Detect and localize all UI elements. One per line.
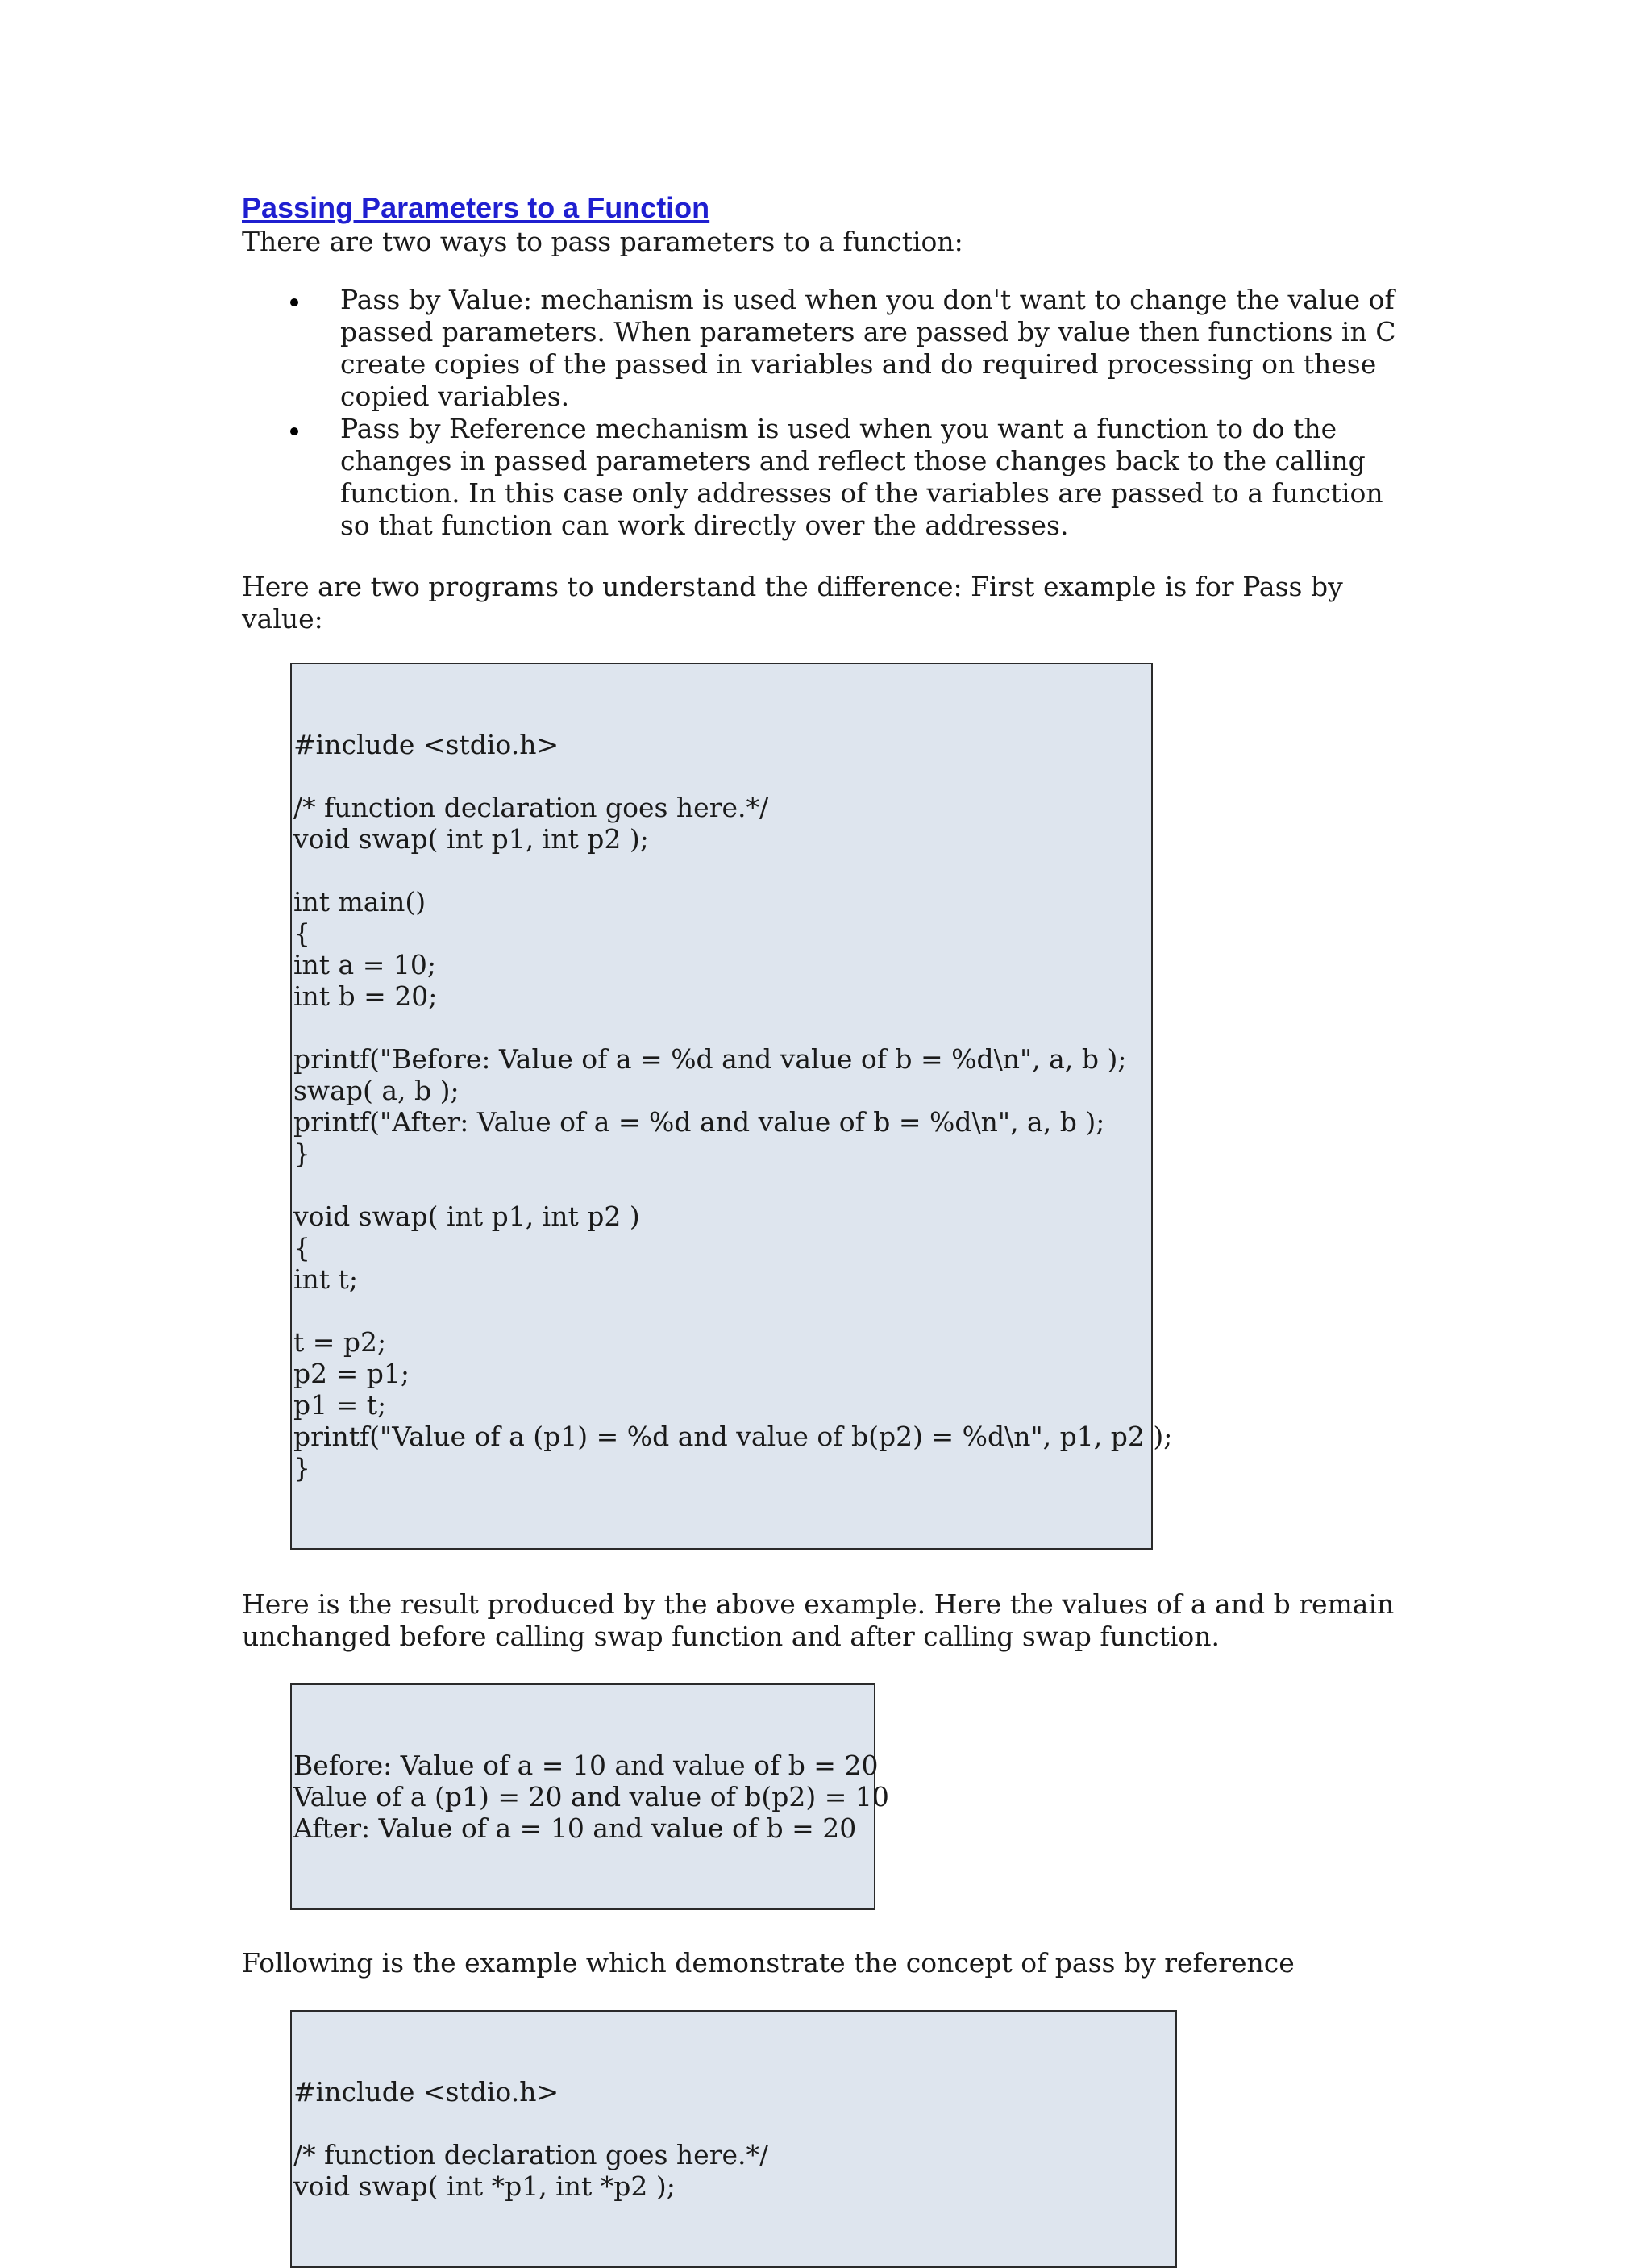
code-line: printf("After: Value of a = %d and value of b = %d\n", a, b ); [293,1106,1105,1138]
code-line: t = p2; [293,1326,387,1358]
code-line-blank [293,855,1151,886]
code-line-blank [293,1012,1151,1043]
code-line: int t; [293,1263,358,1295]
code-line: int main() [293,886,426,918]
code-block-pass-by-reference [290,2010,1177,2268]
code-line-blank [293,1169,1151,1201]
code-line: void swap( int *p1, int *p2 ); [293,2170,676,2202]
list-item-pass-by-value [242,284,1419,413]
page-title-link[interactable]: Passing Parameters to a Function [242,191,710,224]
code-line: swap( a, b ); [293,1075,460,1106]
code-line: #include <stdio.h> [293,729,559,760]
code-line-blank [293,760,1151,792]
intro-text: There are two ways to pass parameters to a function: [242,226,963,257]
code-line: } [293,1138,310,1169]
example-intro-text: Here are two programs to understand the difference: First example is for Pass by value: [242,571,1343,635]
code-line: int a = 10; [293,949,436,980]
code-line-blank [293,2108,1175,2139]
list-item-pass-by-reference [242,413,1419,542]
output-line: After: Value of a = 10 and value of b = 20 [293,1812,857,1844]
list-item-text: Pass by Value: mechanism is used when you don't want to change the value of passed parameters. When parameters are passed by value then functions in C create copies of the passed in variables and do required processing on these copied variables. [340,284,1396,412]
code-line: { [293,918,310,949]
code-line: void swap( int p1, int p2 ); [293,823,649,855]
code-line: /* function declaration goes here.*/ [293,792,769,823]
code-line: p2 = p1; [293,1358,410,1389]
code-block-pass-by-value [290,663,1173,1550]
reference-intro-text: Following is the example which demonstrate the concept of pass by reference [242,1947,1295,1979]
code-line: #include <stdio.h> [293,2076,559,2108]
document-page [242,190,1419,2268]
bullet-icon [290,298,298,306]
code-line: int b = 20; [293,980,438,1012]
code-line: printf("Value of a (p1) = %d and value of b(p2) = %d\n", p1, p2 ); [293,1421,1173,1452]
result-intro-text: Here is the result produced by the above example. Here the values of a and b remain unchanged before calling swap function and after calling swap function. [242,1588,1395,1652]
code-line: { [293,1232,310,1263]
code-line: p1 = t; [293,1389,387,1421]
code-line: /* function declaration goes here.*/ [293,2139,769,2170]
output-line: Value of a (p1) = 20 and value of b(p2) = 10 [293,1781,889,1812]
parameter-methods-list [242,284,1419,542]
list-item-text: Pass by Reference mechanism is used when you want a function to do the changes in passed parameters and reflect those changes back to the calling function. In this case only addresses of the variables are passed to a function so that function can work directly over the addresses. [340,413,1383,541]
output-block [290,1683,889,1910]
code-line: void swap( int p1, int p2 ) [293,1201,640,1232]
output-line: Before: Value of a = 10 and value of b = 20 [293,1750,879,1781]
bullet-icon [290,427,298,435]
code-line: } [293,1452,310,1484]
code-line-blank [293,1295,1151,1326]
code-line: printf("Before: Value of a = %d and value of b = %d\n", a, b ); [293,1043,1127,1075]
